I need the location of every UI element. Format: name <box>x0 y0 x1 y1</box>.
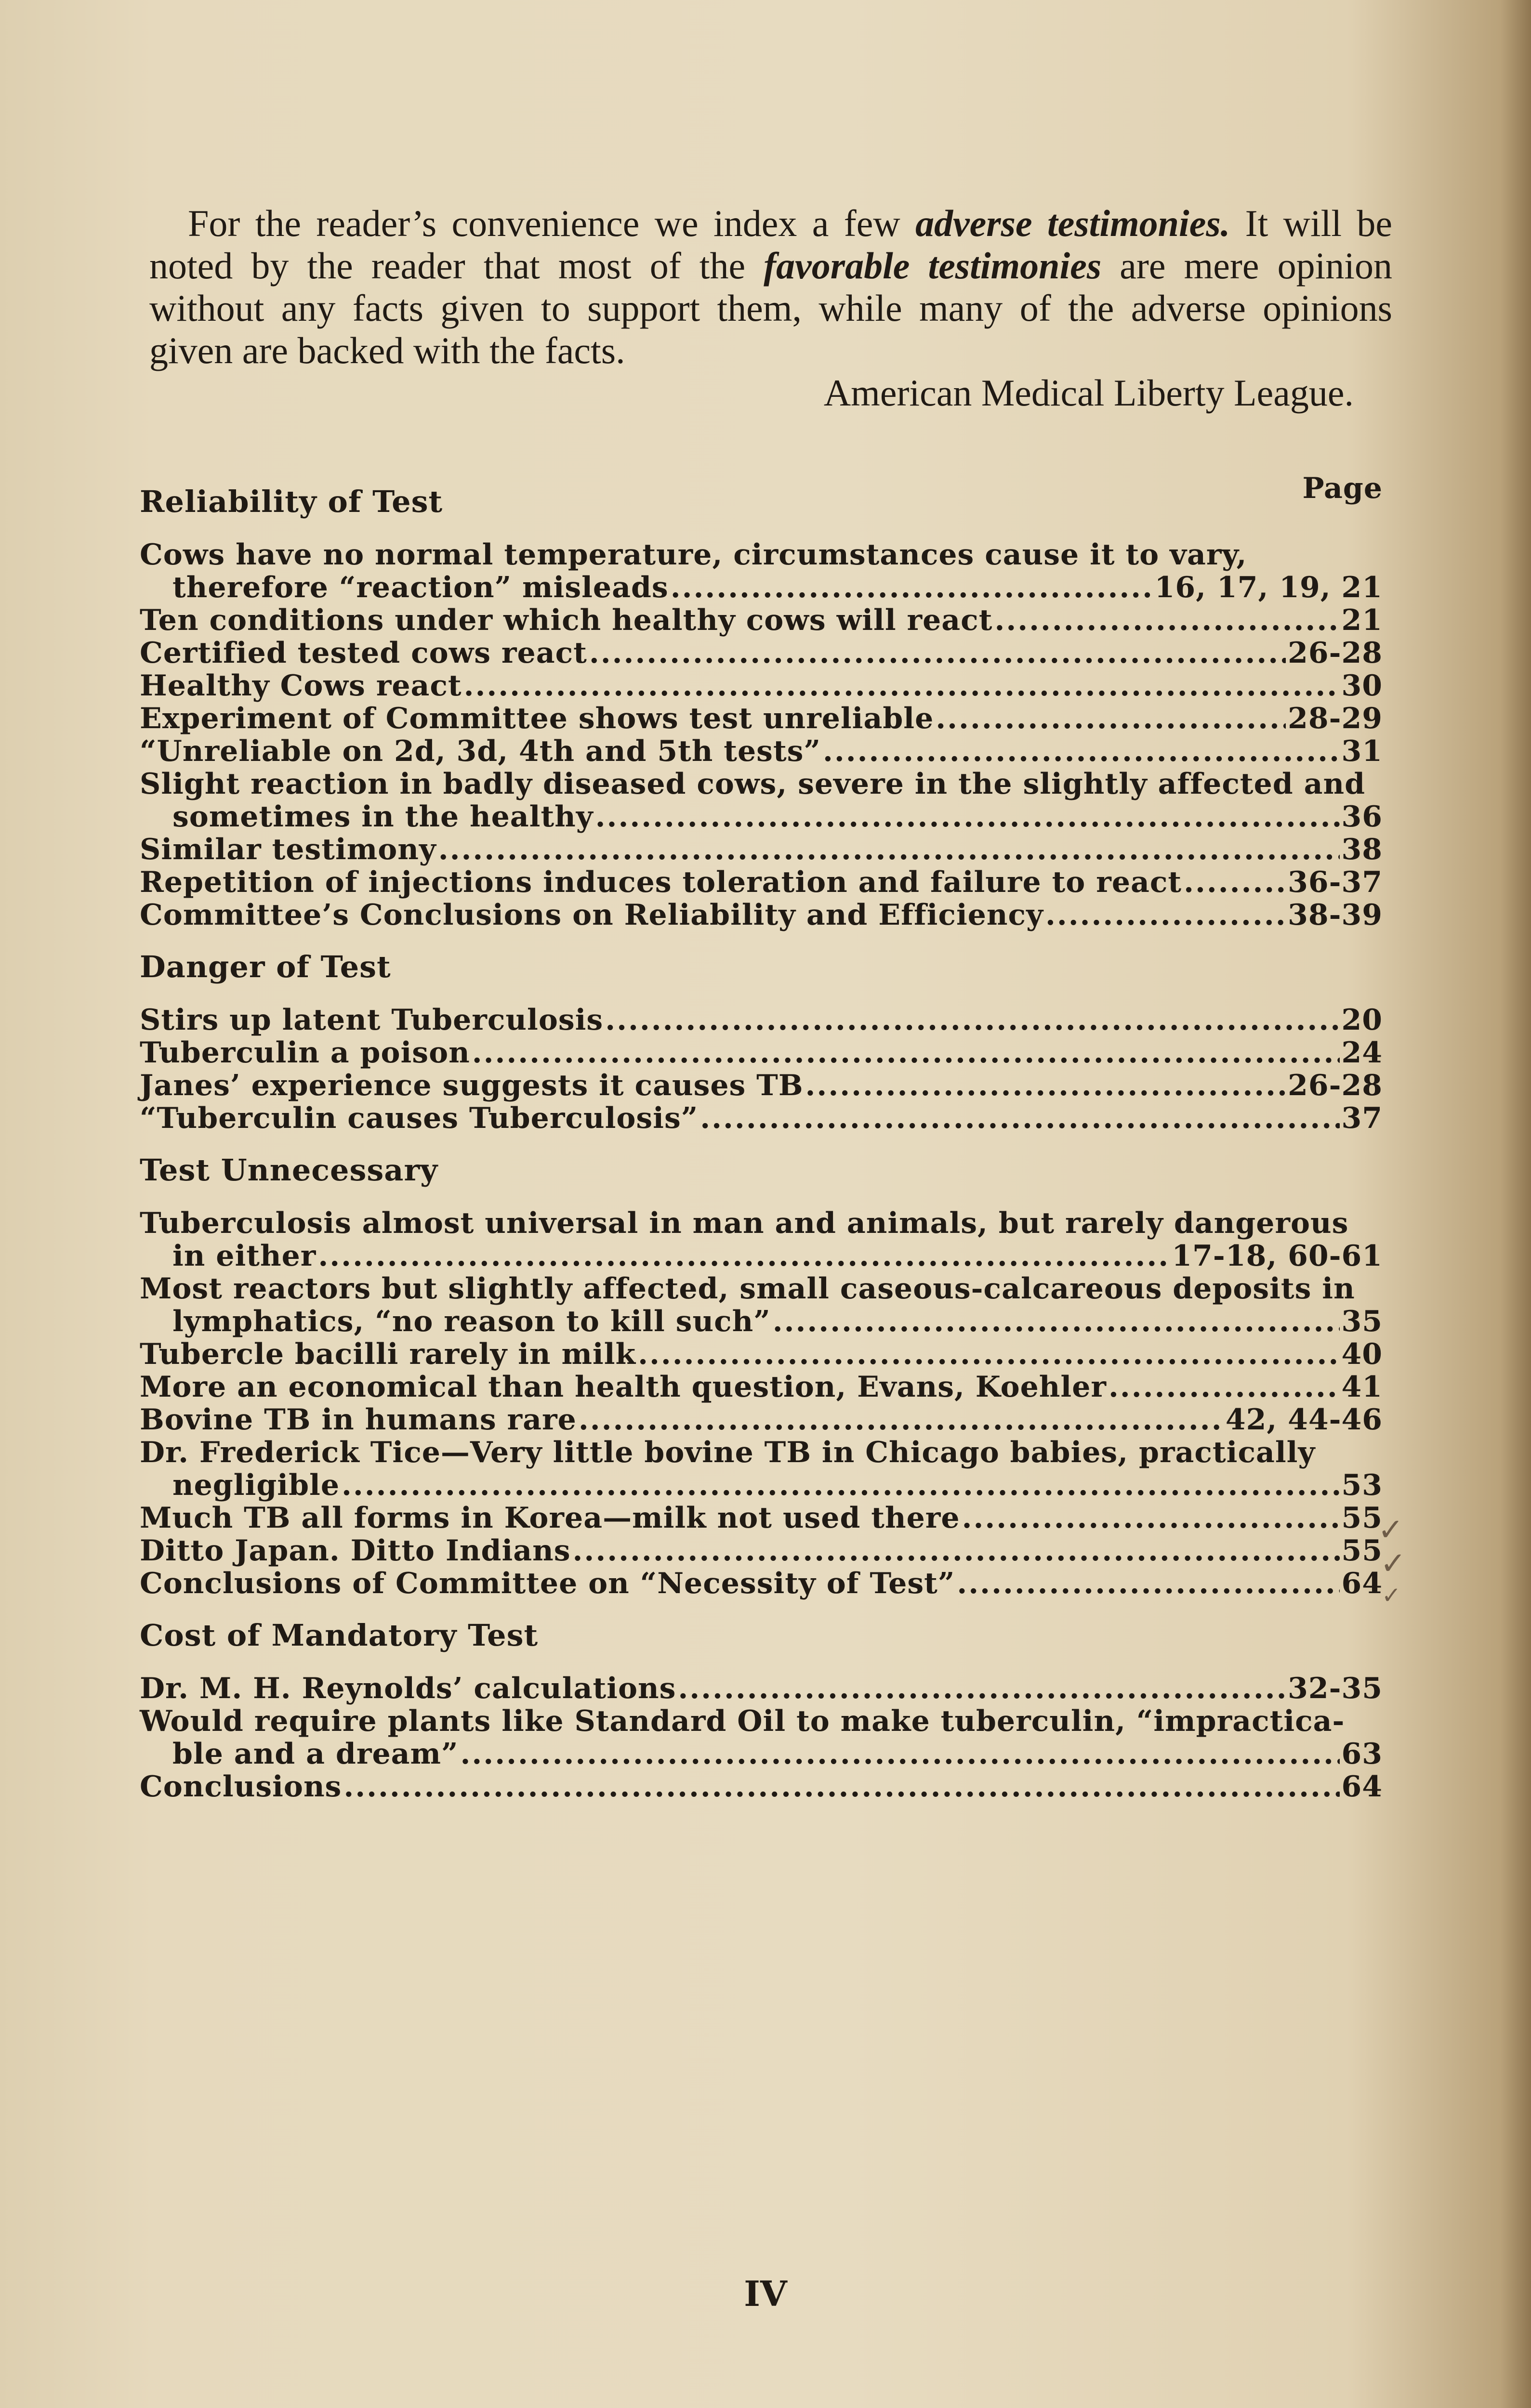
index-section <box>140 485 1383 931</box>
index-entry <box>140 538 1383 604</box>
dot-leader <box>823 735 1340 768</box>
entry-text: Bovine TB in humans rare <box>140 1403 577 1437</box>
entry-page-numbers: 24 <box>1341 1036 1383 1070</box>
entry-text: More an economical than health question, Evans, Koehler <box>140 1370 1107 1404</box>
entry-text: Dr. M. H. Reynolds’ calculations <box>140 1672 676 1705</box>
dot-leader <box>678 1672 1286 1705</box>
index-entry <box>140 735 1383 768</box>
index-entry <box>140 1371 1383 1403</box>
entry-text: therefore “reaction” misleads <box>172 571 669 604</box>
index-entry <box>140 1403 1383 1436</box>
entry-page-numbers: 36 <box>1341 800 1383 834</box>
entry-page-numbers: 30 <box>1341 669 1383 703</box>
entry-text-line1: Most reactors but slightly affected, small caseous-calcareous deposits in <box>140 1272 1355 1306</box>
entry-text-line1: Would require plants like Standard Oil to make tuberculin, “impractica- <box>140 1704 1345 1738</box>
entry-text: negligible <box>172 1468 340 1502</box>
checkmark-icon: ✓ <box>1380 1546 1406 1582</box>
entry-page-numbers: 41 <box>1341 1370 1383 1404</box>
entry-text: Certified tested cows react <box>140 636 587 670</box>
intro-text-3: are mere opinion without any facts given to support them, while many of the adverse opinions given are backed with the facts. <box>149 245 1392 371</box>
dot-leader <box>464 669 1340 702</box>
entry-page-numbers: 38 <box>1341 833 1383 866</box>
entry-page-numbers: 32-35 <box>1288 1672 1383 1705</box>
index-entry <box>140 1102 1383 1135</box>
entry-text: sometimes in the healthy <box>172 800 594 834</box>
intro-italic-favorable: favorable testimonies <box>764 245 1102 287</box>
entry-text-line1: Tuberculosis almost universal in man and animals, but rarely dangerous <box>140 1206 1349 1240</box>
page-column-header: Page <box>1302 471 1383 505</box>
dot-leader <box>342 1469 1339 1502</box>
dot-leader <box>1184 866 1286 899</box>
entry-text: ble and a dream” <box>172 1737 459 1771</box>
dot-leader <box>438 833 1340 866</box>
dot-leader <box>773 1305 1340 1338</box>
entry-text: “Unreliable on 2d, 3d, 4th and 5th tests” <box>140 734 821 768</box>
entry-page-numbers: 31 <box>1341 734 1383 768</box>
dot-leader <box>595 800 1340 833</box>
dot-leader <box>472 1036 1340 1069</box>
index-entry <box>140 669 1383 702</box>
dot-leader <box>700 1102 1339 1135</box>
entry-page-numbers: 20 <box>1341 1003 1383 1037</box>
section-title: Cost of Mandatory Test <box>140 1618 539 1653</box>
entry-text: in either <box>172 1239 317 1273</box>
dot-leader <box>573 1534 1340 1567</box>
index-entry <box>140 866 1383 899</box>
section-title: Danger of Test <box>140 949 391 984</box>
entry-text: Committee’s Conclusions on Reliability and Efficiency <box>140 898 1043 932</box>
entry-page-numbers: 64 <box>1341 1567 1383 1600</box>
entry-text: Similar testimony <box>140 833 436 866</box>
intro-paragraph <box>149 202 1392 414</box>
index-entry <box>140 1036 1383 1069</box>
index-entry <box>140 702 1383 735</box>
entry-text: Tuberculin a poison <box>140 1036 470 1070</box>
entry-page-numbers: 53 <box>1341 1468 1383 1502</box>
entry-text: “Tuberculin causes Tuberculosis” <box>140 1101 699 1135</box>
section-title: Reliability of Test <box>140 484 443 519</box>
entry-page-numbers: 26-28 <box>1288 1069 1383 1102</box>
dot-leader <box>994 604 1339 637</box>
entry-page-numbers: 16, 17, 19, 21 <box>1154 571 1383 604</box>
dot-leader <box>962 1502 1340 1534</box>
testimony-index <box>140 472 1383 1822</box>
index-sections <box>140 485 1383 1803</box>
index-entry <box>140 1436 1383 1502</box>
index-entry <box>140 1672 1383 1705</box>
entry-text-line1: Slight reaction in badly diseased cows, severe in the slightly affected and <box>140 767 1366 801</box>
entry-page-numbers: 36-37 <box>1288 865 1383 899</box>
dot-leader <box>589 637 1286 669</box>
entry-page-numbers: 55 <box>1341 1501 1383 1535</box>
entry-text: Tubercle bacilli rarely in milk <box>140 1337 636 1371</box>
entry-page-numbers: 63 <box>1341 1737 1383 1771</box>
dot-leader <box>318 1240 1170 1272</box>
index-entry <box>140 1338 1383 1371</box>
intro-italic-adverse: adverse testimonies. <box>915 202 1230 244</box>
index-entry <box>140 1770 1383 1803</box>
index-section <box>140 1154 1383 1600</box>
entry-page-numbers: 28-29 <box>1288 702 1383 735</box>
entry-page-numbers: 37 <box>1341 1101 1383 1135</box>
entry-text: Stirs up latent Tuberculosis <box>140 1003 604 1037</box>
index-entry <box>140 637 1383 669</box>
entry-text: Ditto Japan. Ditto Indians <box>140 1534 571 1568</box>
entry-text-line1: Cows have no normal temperature, circumstances cause it to vary, <box>140 538 1247 572</box>
entry-text: lymphatics, “no reason to kill such” <box>172 1305 771 1338</box>
index-entry <box>140 1207 1383 1272</box>
index-entry <box>140 1502 1383 1534</box>
entry-text: Ten conditions under which healthy cows will react <box>140 603 993 637</box>
signature: American Medical Liberty League. <box>823 372 1354 414</box>
entry-text: Conclusions of Committee on “Necessity of Test” <box>140 1567 955 1600</box>
entry-page-numbers: 35 <box>1341 1305 1383 1338</box>
entry-text: Conclusions <box>140 1770 342 1804</box>
index-entry <box>140 768 1383 833</box>
dot-leader <box>805 1069 1286 1102</box>
checkmark-icon: ✓ <box>1378 1512 1404 1548</box>
index-entry <box>140 899 1383 931</box>
index-entry <box>140 1534 1383 1567</box>
dot-leader <box>671 571 1153 604</box>
entry-page-numbers: 64 <box>1341 1770 1383 1804</box>
dot-leader <box>936 702 1286 735</box>
index-entry <box>140 833 1383 866</box>
index-entry <box>140 1004 1383 1036</box>
dot-leader <box>605 1004 1339 1036</box>
dot-leader <box>1045 899 1286 931</box>
index-entry <box>140 1069 1383 1102</box>
entry-text: Repetition of injections induces toleration and failure to react <box>140 865 1182 899</box>
index-section <box>140 1619 1383 1803</box>
index-entry <box>140 604 1383 637</box>
index-section <box>140 951 1383 1135</box>
index-entry <box>140 1567 1383 1600</box>
entry-text: Healthy Cows react <box>140 669 462 703</box>
dot-leader <box>1109 1371 1340 1403</box>
section-title: Test Unnecessary <box>140 1152 438 1188</box>
dot-leader <box>957 1567 1339 1600</box>
pencil-mark-icon: ✓ <box>1382 1582 1401 1609</box>
entry-page-numbers: 55 <box>1341 1534 1383 1568</box>
entry-page-numbers: 21 <box>1341 603 1383 637</box>
dot-leader <box>461 1738 1340 1770</box>
intro-text-1: For the reader’s convenience we index a few <box>188 202 916 244</box>
entry-page-numbers: 26-28 <box>1288 636 1383 670</box>
dot-leader <box>638 1338 1339 1371</box>
entry-text: Janes’ experience suggests it causes TB <box>140 1069 804 1102</box>
page-folio: IV <box>744 2273 787 2314</box>
index-entry <box>140 1272 1383 1338</box>
entry-page-numbers: 40 <box>1341 1337 1383 1371</box>
entry-text-line1: Dr. Frederick Tice—Very little bovine TB in Chicago babies, practically <box>140 1436 1316 1469</box>
dot-leader <box>579 1403 1224 1436</box>
entry-page-numbers: 17-18, 60-61 <box>1172 1239 1383 1273</box>
entry-text: Much TB all forms in Korea—milk not used there <box>140 1501 960 1535</box>
dot-leader <box>343 1770 1339 1803</box>
entry-text: Experiment of Committee shows test unreliable <box>140 702 934 735</box>
entry-page-numbers: 42, 44-46 <box>1225 1403 1383 1437</box>
index-entry <box>140 1705 1383 1770</box>
intro-text-2: It will be noted by the reader that most of the <box>149 202 1392 287</box>
entry-page-numbers: 38-39 <box>1288 898 1383 932</box>
